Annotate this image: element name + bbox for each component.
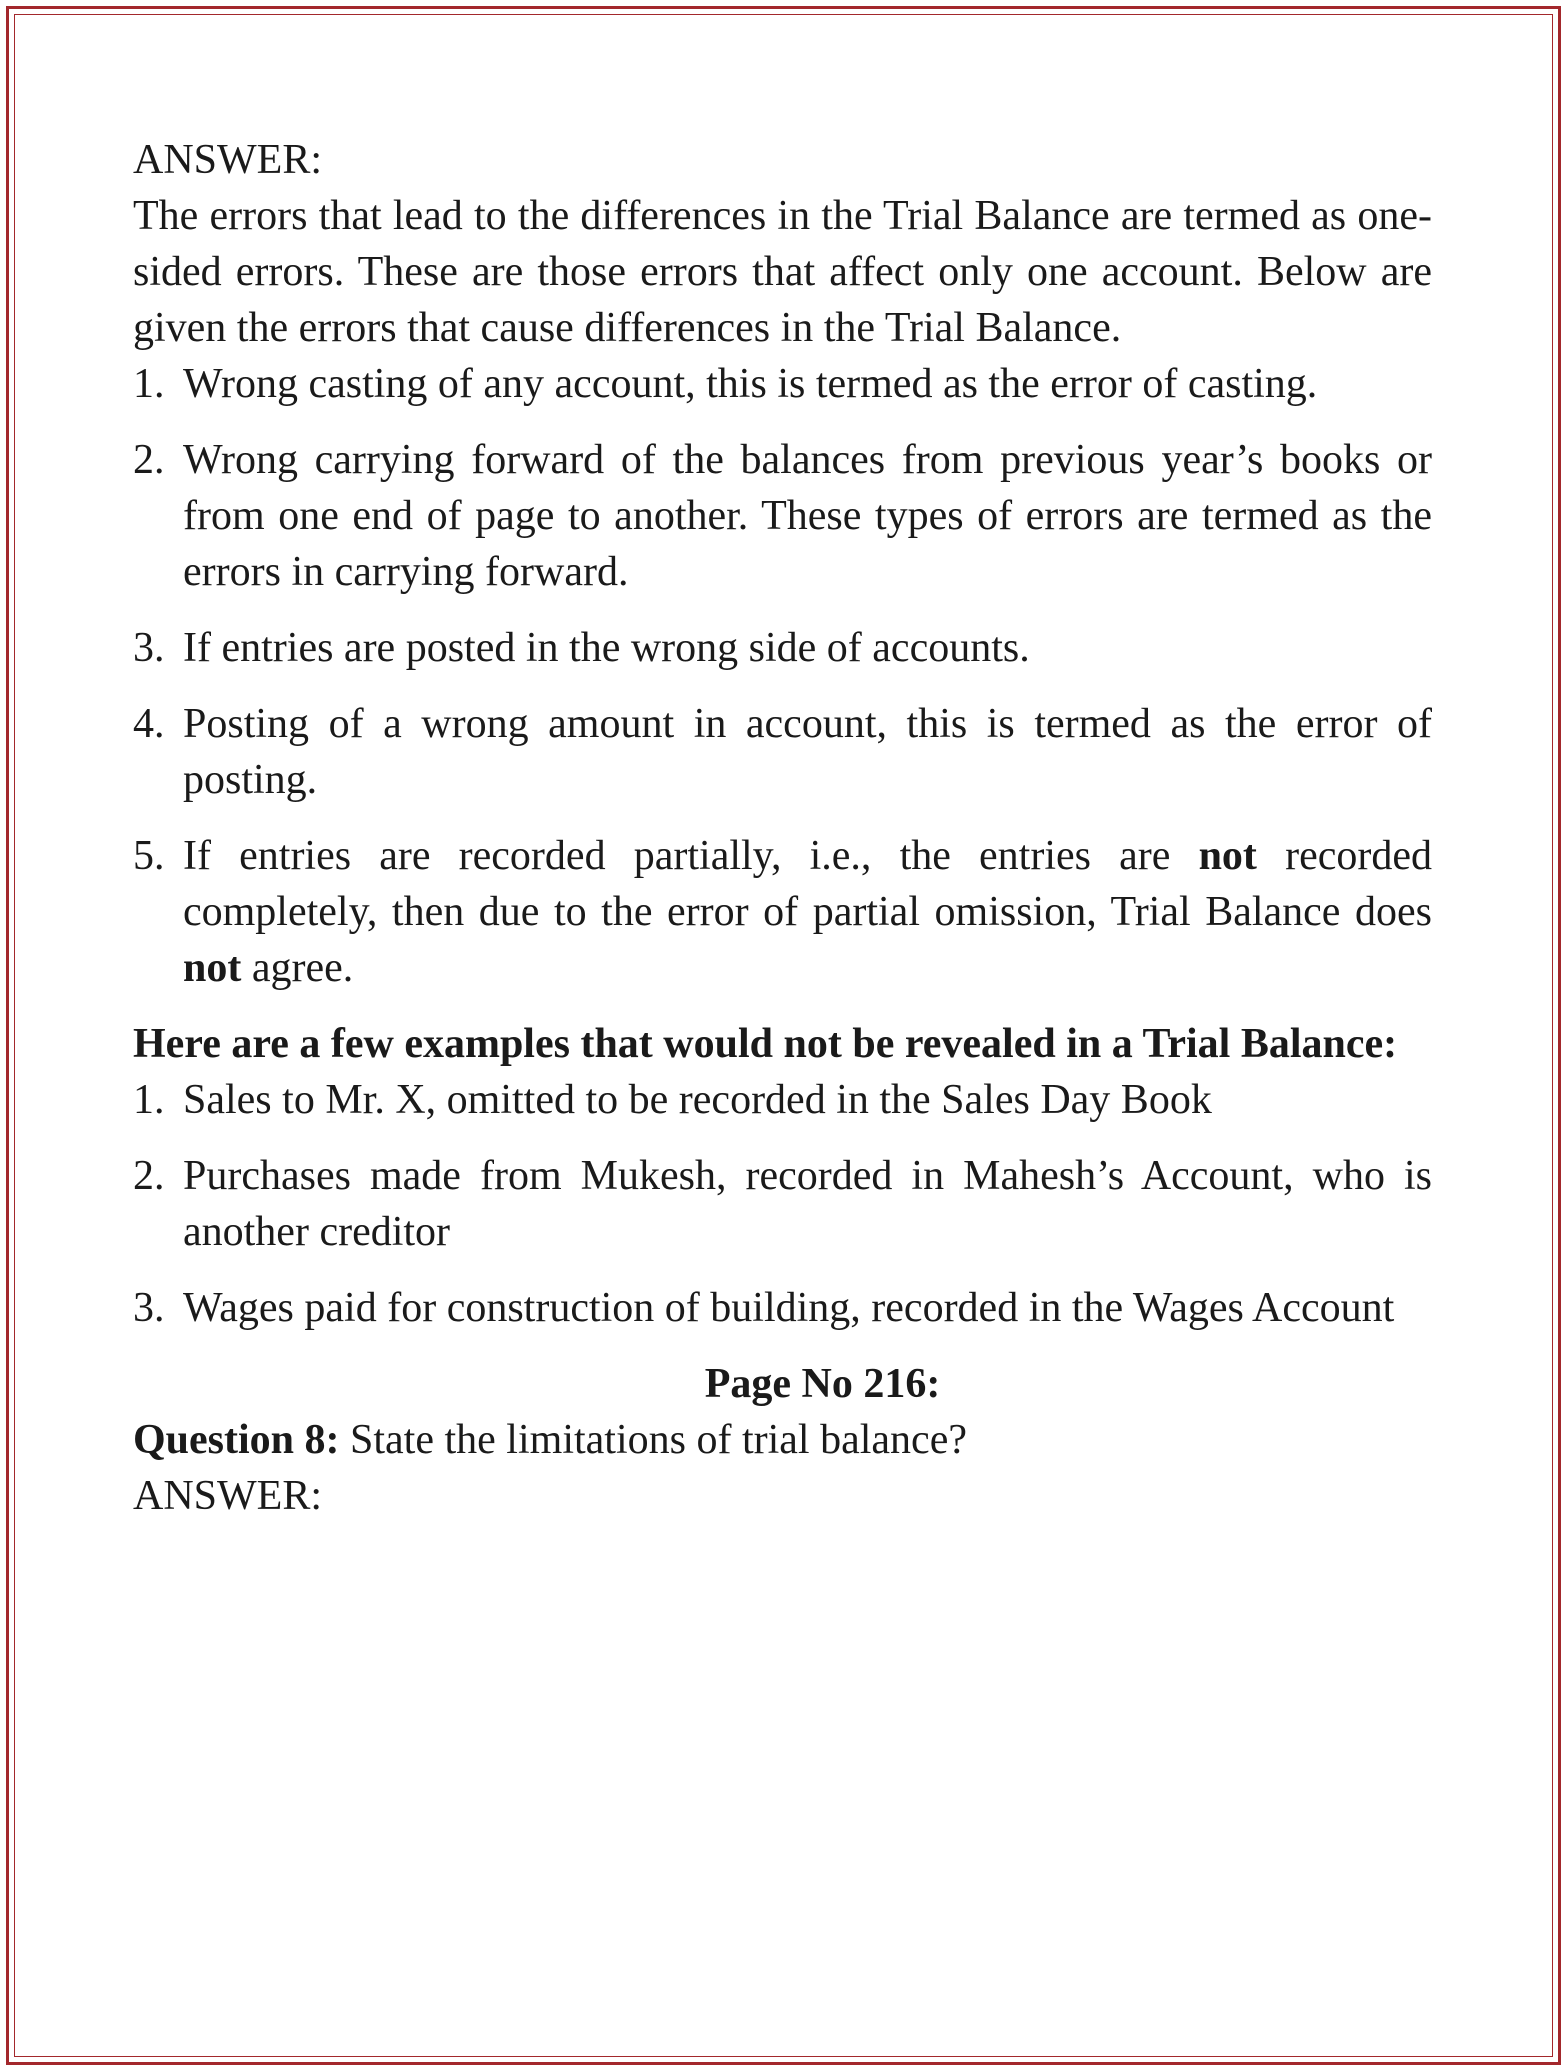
list-item — [133, 1280, 1432, 1336]
list-item-text — [183, 833, 1432, 991]
list-item-text: Sales to Mr. X, omitted to be recorded in the Sales Day Book — [183, 1077, 1212, 1123]
text-run: recorded completely, then due to the error of partial omission, Trial Balance does — [183, 833, 1432, 935]
list-item-text: Posting of a wrong amount in account, this is termed as the error of posting. — [183, 701, 1432, 803]
list-number: 1. — [133, 361, 165, 407]
list-number: 1. — [133, 1077, 165, 1123]
page-number-heading: Page No 216: — [704, 1361, 941, 1407]
list-item — [133, 620, 1432, 676]
question-label: Question 8: — [133, 1417, 340, 1463]
text-run: agree. — [241, 945, 354, 991]
error-list — [133, 356, 1432, 996]
list-item — [133, 432, 1432, 600]
list-number: 3. — [133, 625, 165, 671]
list-item — [133, 1148, 1432, 1260]
list-item — [133, 356, 1432, 412]
text-run: If entries are recorded partially, i.e., the entries are — [183, 833, 1199, 879]
question-text: State the limitations of trial balance? — [339, 1417, 967, 1463]
list-item-text: If entries are posted in the wrong side of accounts. — [183, 625, 1030, 671]
document-content — [133, 132, 1432, 1524]
bold-not: not — [183, 945, 242, 991]
examples-list — [133, 1072, 1432, 1336]
list-number: 5. — [133, 833, 165, 879]
list-item — [133, 696, 1432, 808]
examples-heading: Here are a few examples that would not be revealed in a Trial Balance: — [133, 1021, 1398, 1067]
list-number: 4. — [133, 701, 165, 747]
intro-paragraph: The errors that lead to the differences in the Trial Balance are termed as one-sided errors. These are those errors that affect only one account. Below are given the errors that cause differences in the Trial Balance. — [133, 193, 1432, 351]
list-number: 3. — [133, 1285, 165, 1331]
list-number: 2. — [133, 437, 165, 483]
answer-label: ANSWER: — [133, 137, 322, 183]
list-item-text: Wrong casting of any account, this is termed as the error of casting. — [183, 361, 1318, 407]
bold-not: not — [1198, 833, 1257, 879]
list-item — [133, 828, 1432, 996]
list-item-text: Wages paid for construction of building, recorded in the Wages Account — [183, 1285, 1395, 1331]
answer-label: ANSWER: — [133, 1473, 322, 1519]
list-item-text: Purchases made from Mukesh, recorded in Mahesh’s Account, who is another creditor — [183, 1153, 1432, 1255]
list-item-text: Wrong carrying forward of the balances from previous year’s books or from one end of page to another. These types of errors are termed as the errors in carrying forward. — [183, 437, 1432, 595]
question — [133, 1412, 1432, 1468]
list-number: 2. — [133, 1153, 165, 1199]
list-item — [133, 1072, 1432, 1128]
